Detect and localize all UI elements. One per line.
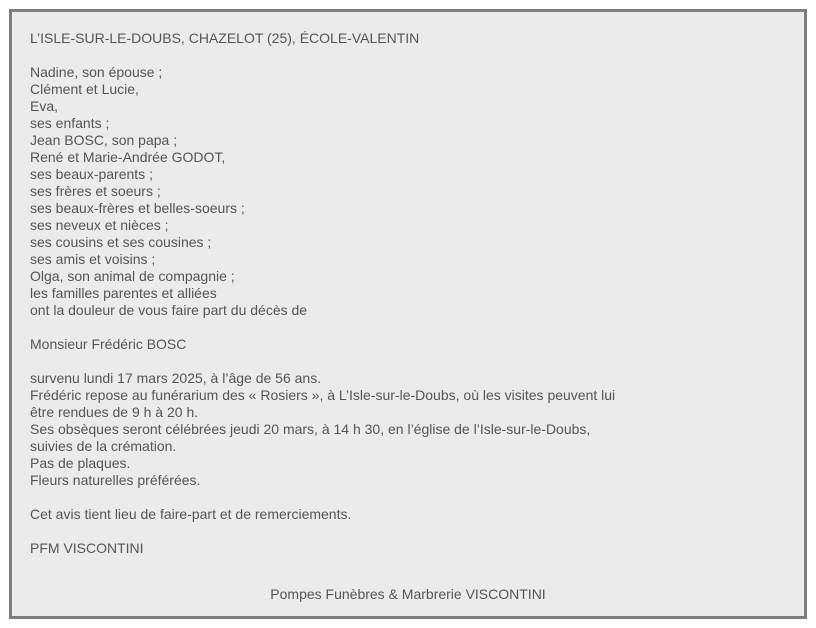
family-list [30,64,770,319]
family-line: Clément et Lucie, [30,81,139,97]
family-line: Eva, [30,98,59,114]
family-line: René et Marie-Andrée GODOT, [30,149,226,165]
spacer [30,353,770,370]
family-line: ses beaux-parents ; [30,166,153,182]
spacer [30,47,770,64]
notice-header: L’ISLE-SUR-LE-DOUBS, CHAZELOT (25), ÉCOLE-VALENTIN [30,30,420,46]
family-line: les familles parentes et alliées [30,285,217,301]
detail-line: être rendues de 9 h à 20 h. [30,404,199,420]
family-line: ses frères et soeurs ; [30,183,161,199]
notice-content [30,30,770,557]
spacer [30,319,770,336]
detail-line: Ses obsèques seront célébrées jeudi 20 mars, à 14 h 30, en l’église de l’Isle-sur-le-Doubs, [30,421,591,437]
footer-company-name: Pompes Funèbres & Marbrerie VISCONTINI [270,586,546,602]
closing-text: Cet avis tient lieu de faire-part et de remerciements. [30,506,352,522]
obituary-notice [9,9,807,619]
spacer [30,489,770,506]
signature: PFM VISCONTINI [30,540,144,556]
deceased-name: Monsieur Frédéric BOSC [30,336,187,352]
detail-line: suivies de la crémation. [30,438,177,454]
details-list [30,370,770,489]
family-line: ses neveux et nièces ; [30,217,169,233]
family-line: Jean BOSC, son papa ; [30,132,178,148]
family-line: ses amis et voisins ; [30,251,156,267]
family-line: ses enfants ; [30,115,110,131]
detail-line: Fleurs naturelles préférées. [30,472,201,488]
detail-line: Frédéric repose au funérarium des « Rosiers », à L’Isle-sur-le-Doubs, où les visites peuvent lui [30,387,616,403]
spacer [30,523,770,540]
detail-line: survenu lundi 17 mars 2025, à l’âge de 56 ans. [30,370,322,386]
detail-line: Pas de plaques. [30,455,131,471]
family-line: Olga, son animal de compagnie ; [30,268,235,284]
family-line: ont la douleur de vous faire part du décès de [30,302,308,318]
family-line: ses beaux-frères et belles-soeurs ; [30,200,245,216]
family-line: ses cousins et ses cousines ; [30,234,212,250]
family-line: Nadine, son épouse ; [30,64,163,80]
